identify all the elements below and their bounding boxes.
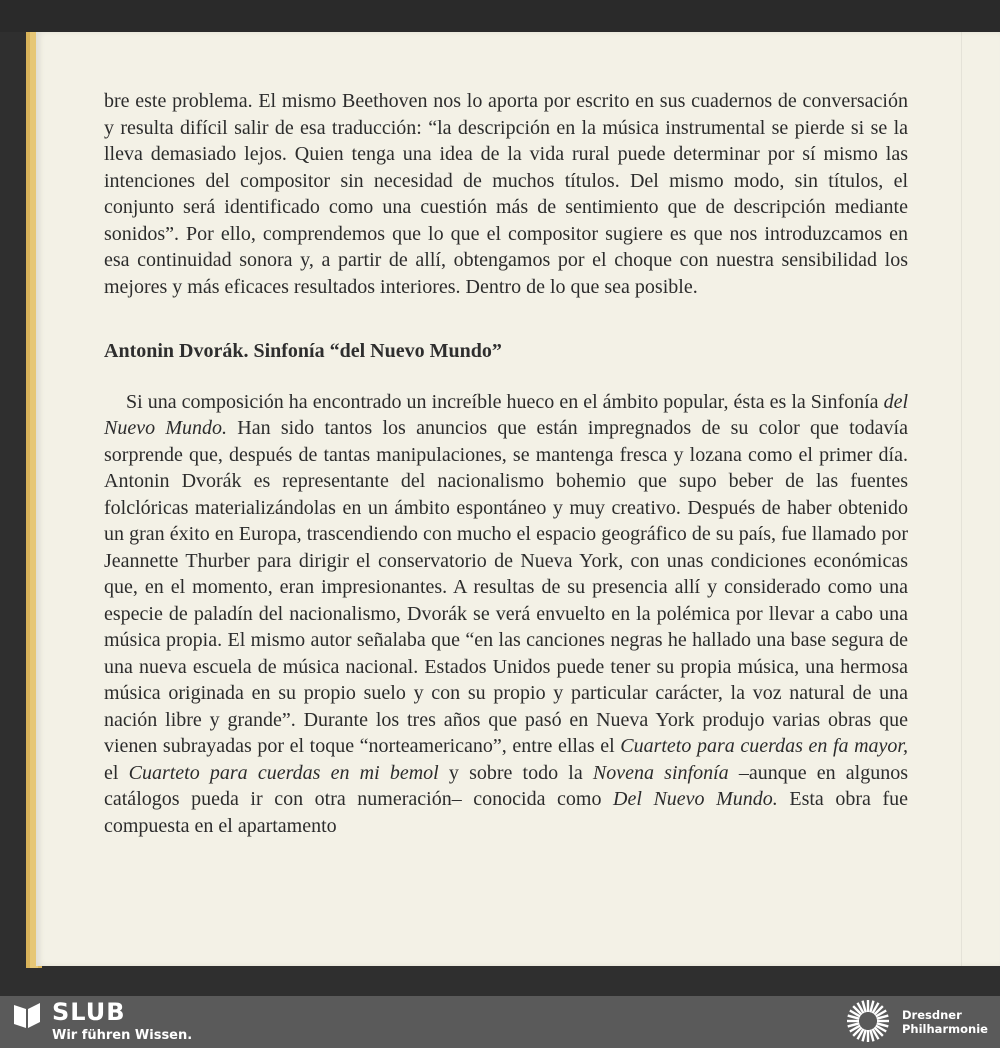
italic-title: Novena sinfonía [592, 761, 729, 784]
text-run: el [104, 761, 129, 784]
slub-tagline: Wir führen Wissen. [52, 1028, 193, 1043]
scanner-background-top [0, 0, 1000, 32]
text-body [104, 88, 908, 839]
section-heading: Antonin Dvorák. Sinfonía “del Nuevo Mundo” [104, 340, 502, 362]
text-run: y sobre todo la [438, 761, 593, 784]
partner-name-line1: Dresdner [902, 1008, 962, 1022]
partner-name [902, 1008, 988, 1036]
paragraph-dvorak [104, 389, 908, 840]
document-page [36, 32, 1000, 966]
text-run: Esta obra fue compuesta en el apartamento [104, 788, 908, 837]
italic-title: del Nuevo Mundo. [104, 390, 908, 439]
footer-bar [0, 996, 1000, 1048]
partner-name-line2: Philharmonie [902, 1022, 988, 1036]
italic-title: Cuarteto para cuerdas en fa mayor, [620, 735, 908, 757]
italic-title: Cuarteto para cuerdas en mi bemol [128, 761, 439, 784]
text-run: Si una composición ha encontrado un increíble hueco en el ámbito popular, ésta es la Sinfonía [126, 390, 884, 413]
sunburst-logo-icon [843, 998, 893, 1044]
slub-name: SLUB [52, 998, 126, 1026]
paragraph-continuation: bre este problema. El mismo Beethoven nos lo aporta por escrito en sus cuadernos de conversación y resulta difícil salir de esa traducción: “la descripción en la música instrumental se pierde si se la lleva demasiado lejos. Quien tenga una idea de la vida rural puede determinar por sí mismo las intenciones del compositor sin necesidad de muchos títulos. Del mismo modo, sin títulos, el conjunto será identificado como una cuestión más de sentimiento que de descripción mediante sonidos”. Por ello, comprendemos que lo que el compositor sugiere es que nos introduzcamos en esa continuidad sonora y, a partir de allí, obtengamos por el choque con nuestra sensibilidad los mejores y más eficaces resultados interiores. Dentro de lo que sea posible. [104, 90, 908, 298]
italic-title: Del Nuevo Mundo. [613, 788, 778, 810]
text-run: Han sido tantos los anuncios que están impregnados de su color que todavía sorprende que, después de tantas manipulaciones, se mantenga fresca y lozana como el primer día. Antonin Dvorák es representante del nacionalismo bohemio que supo beber de las fuentes folclóricas materializándolas en un ámbito espontáneo y muy creativo. Después de haber obtenido un gran éxito en Europa, trascendiendo con mucho el espacio geográfico de su país, fue llamado por Jeannette Thurber para dirigir el conservatorio de Nueva York, con unas condiciones económicas que, en el momento, eran impresionantes. A resultas de su presencia allí y considerado como una especie de paladín del nacionalismo, Dvorák se verá envuelto en la polémica por llevar a cabo una música propia. El mismo autor señalaba que “en las canciones negras he hallado una base segura de una nueva escuela de música nacional. Estados Unidos puede tener su propia música, una hermosa música originada en su propio suelo y con su propio y particular carácter, la voz natural de una nación libre y grande”. Durante los tres años que pasó en Nueva York produjo varias obras que vienen subrayadas por el toque “norteamericano”, entre ellas el [104, 417, 908, 757]
book-icon [12, 1000, 42, 1030]
text-run: –aunque en algunos catálogos pueda ir con otra numeración– conocida como [104, 761, 909, 810]
